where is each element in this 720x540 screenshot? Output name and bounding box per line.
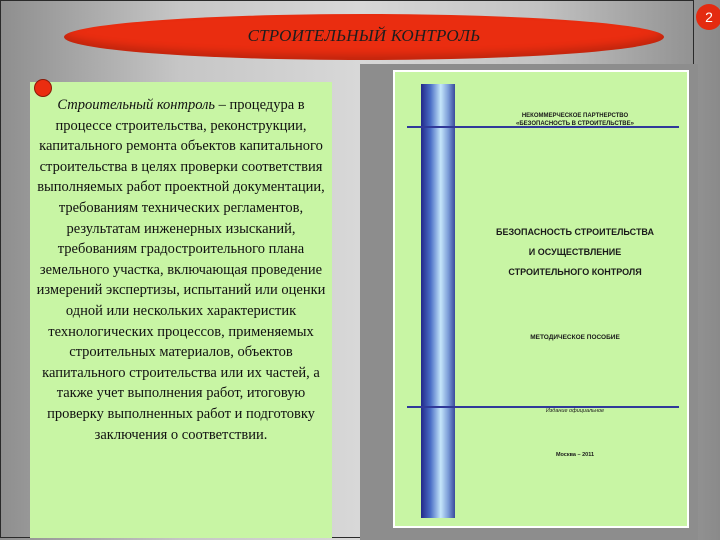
slide-title: СТРОИТЕЛЬНЫЙ КОНТРОЛЬ (247, 26, 481, 45)
title-banner (64, 14, 664, 60)
definition-body: – процедура в процессе строительства, реконструкции, капитального ремонта объектов капитального строительства в целях проверки соответствия выполняемых работ проектной документации, требованиям технических регламентов, результатам инженерных изысканий, требованиям градостроительного плана земельного участка, включающая проведение измерений экспертизы, испытаний или оценки одной или нескольких характеристик технологических процессов, применяемых строительных материалов, объектов капитального строительства или их частей, а также учет выполнения работ, итоговую проверку выполненных работ и подготовку заключения о соответствии. (36, 97, 326, 443)
book-title-line1: БЕЗОПАСНОСТЬ СТРОИТЕЛЬСТВА (496, 227, 654, 237)
definition-term: Строительный контроль (57, 97, 216, 113)
book-city-year: Москва – 2011 (555, 452, 595, 458)
book-edition: Издание официальное (545, 408, 605, 414)
book-title (465, 222, 685, 282)
book-title-line2: И ОСУЩЕСТВЛЕНИЕ (528, 247, 622, 257)
book-publisher-line2: «БЕЗОПАСНОСТЬ В СТРОИТЕЛЬСТВЕ» (516, 121, 634, 127)
book-title-line3: СТРОИТЕЛЬНОГО КОНТРОЛЯ (508, 267, 642, 277)
book-spine (421, 84, 455, 518)
book-publisher-line1: НЕКОММЕРЧЕСКОЕ ПАРТНЕРСТВО (521, 113, 629, 119)
book-subtitle: МЕТОДИЧЕСКОЕ ПОСОБИЕ (530, 334, 620, 341)
book-publisher (465, 112, 685, 128)
slide-number-badge (696, 4, 720, 30)
definition-text (30, 95, 332, 445)
slide-number: 2 (705, 9, 713, 25)
book-cover-image (393, 70, 689, 528)
